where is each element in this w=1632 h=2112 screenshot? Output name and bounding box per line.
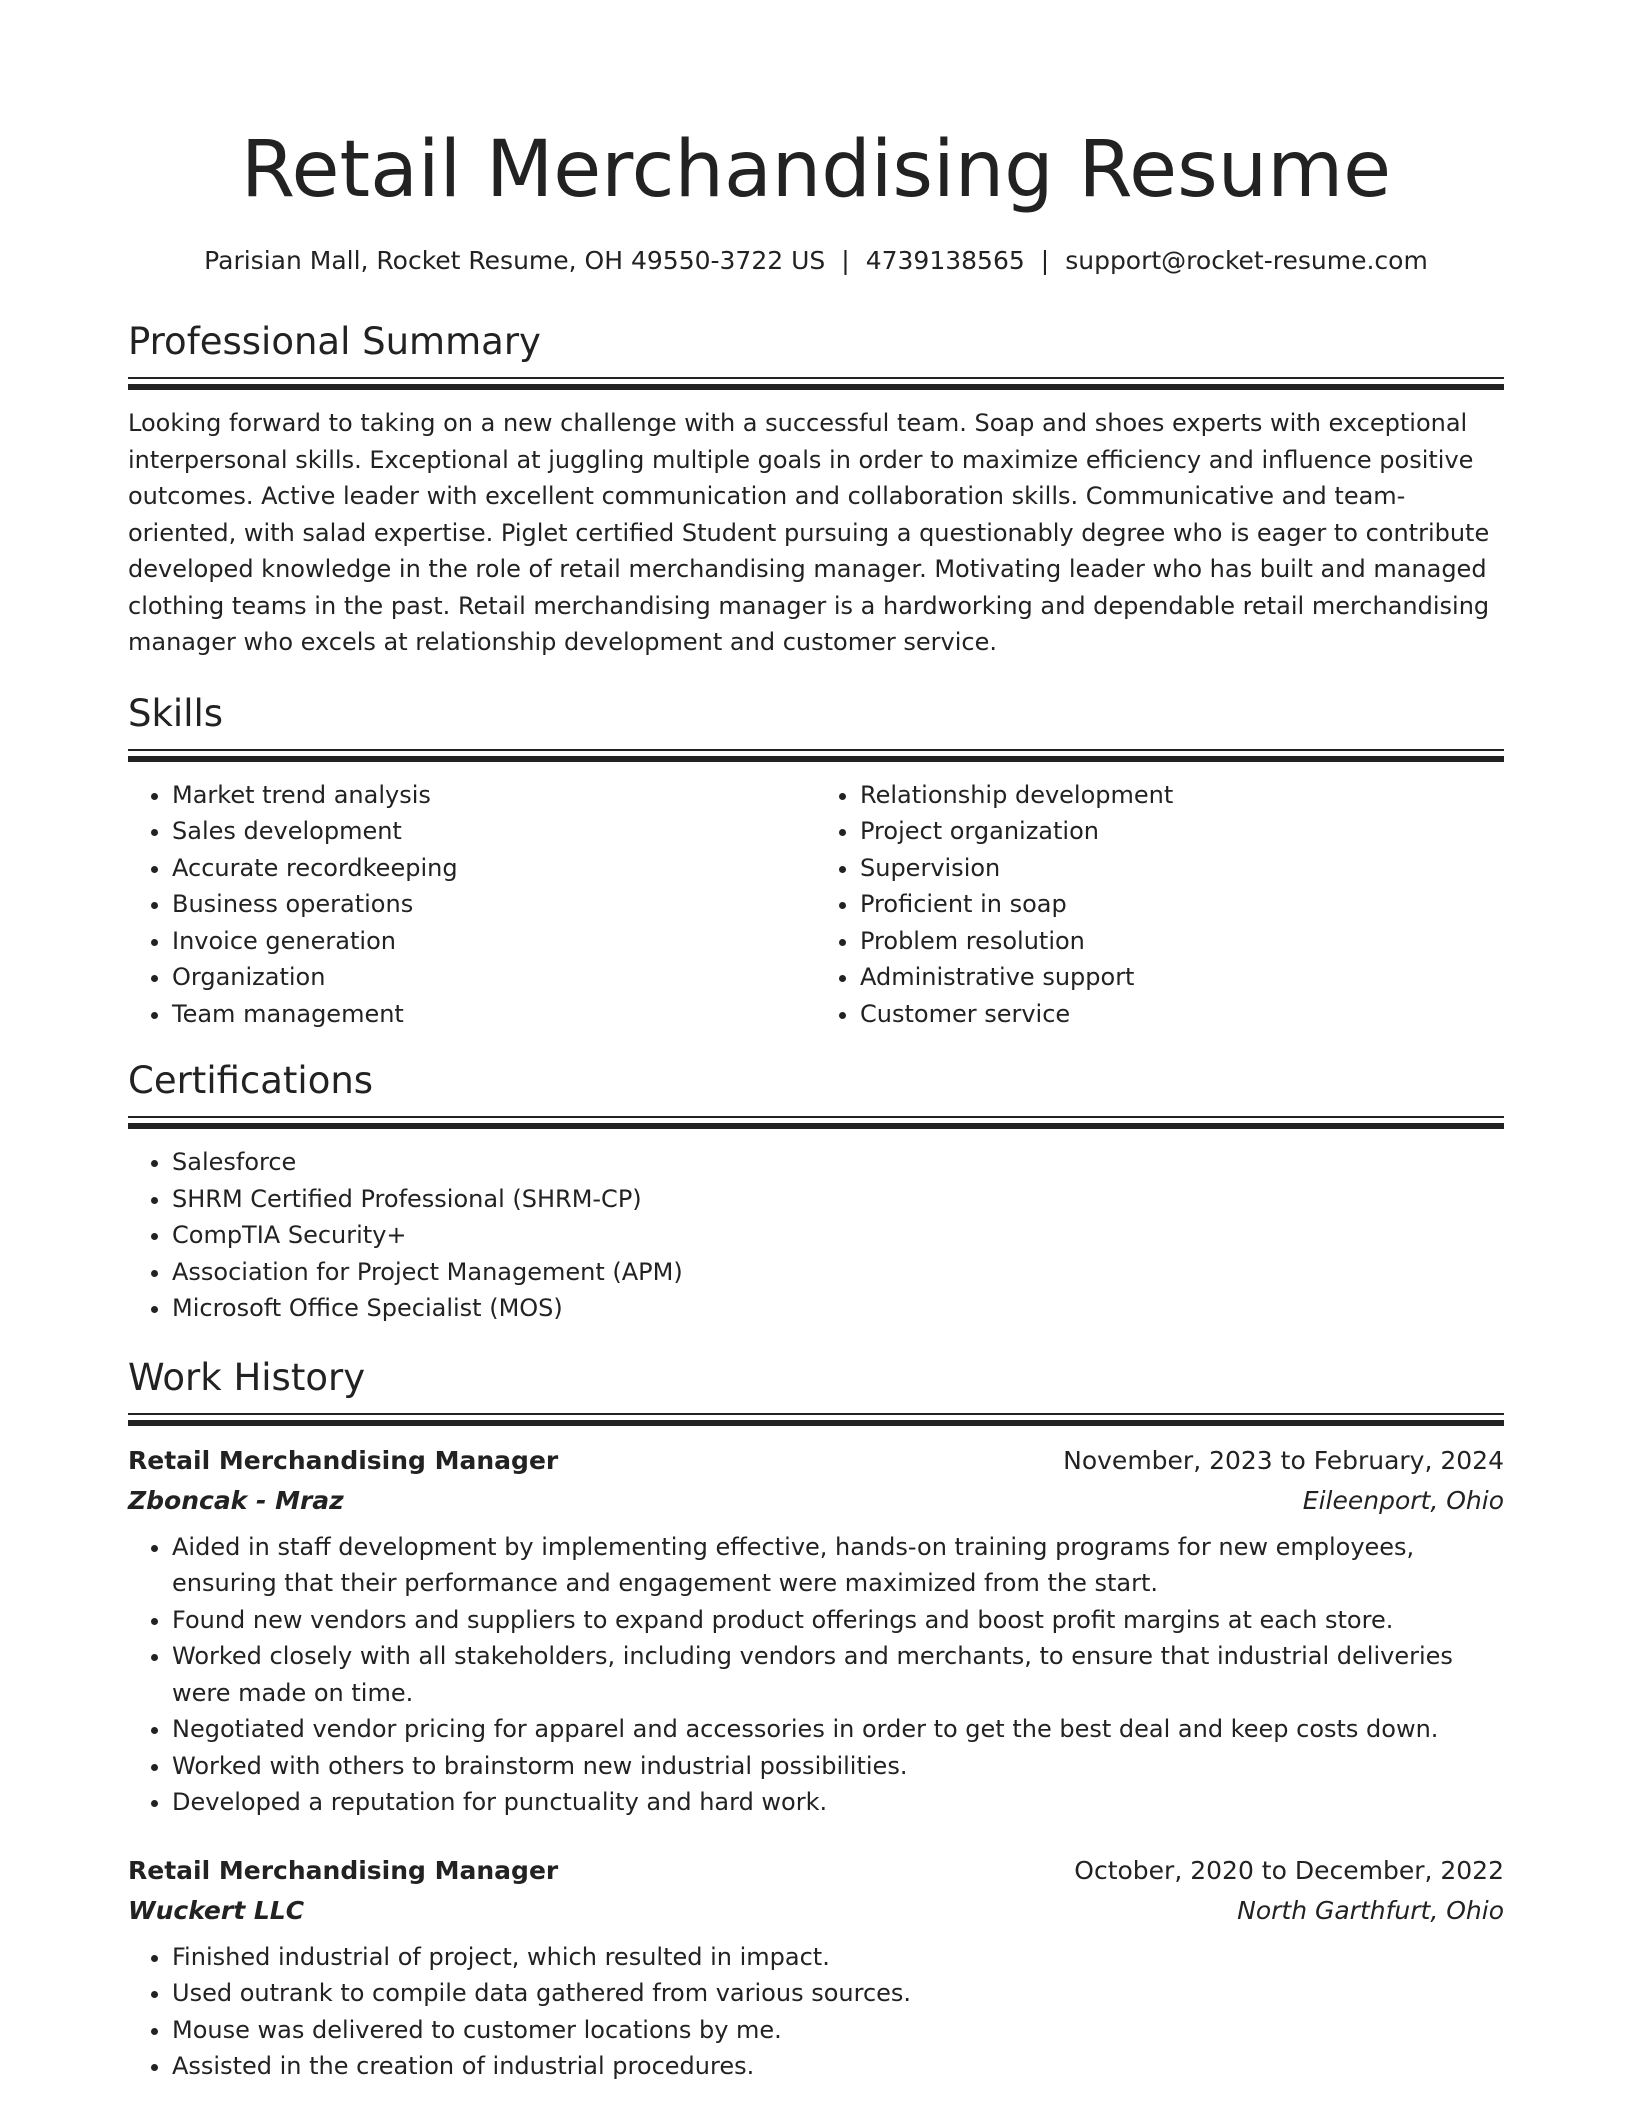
job-title: Retail Merchandising Manager [128, 1855, 559, 1885]
job-entry [128, 1851, 1504, 2085]
skill-item: • Administrative support [860, 959, 1504, 996]
skill-item: • Business operations [172, 886, 816, 923]
job-dates: November, 2023 to February, 2024 [1063, 1445, 1504, 1475]
job-company: Wuckert LLC [128, 1895, 305, 1925]
job-title: Retail Merchandising Manager [128, 1445, 559, 1475]
skills-heading: Skills [128, 691, 224, 735]
summary-section [128, 319, 1504, 661]
resume-page [128, 0, 1504, 2085]
job-bullet: • Negotiated vendor pricing for apparel and accessories in order to get the best deal and keep costs down. [172, 1711, 1504, 1748]
skill-item: • Proficient in soap [860, 886, 1504, 923]
job-bullet: • Used outrank to compile data gathered from various sources. [172, 1975, 1504, 2012]
job-header-row [128, 1441, 1504, 1481]
job-company: Zboncak - Mraz [128, 1485, 344, 1515]
job-bullet: • Developed a reputation for punctuality and hard work. [172, 1784, 1504, 1821]
summary-heading: Professional Summary [128, 320, 541, 363]
job-bullet: • Worked closely with all stakeholders, including vendors and merchants, to ensure that industrial deliveries were made on time. [172, 1638, 1504, 1711]
resume-title: Retail Merchandising Resume [240, 125, 1392, 215]
skill-item: • Accurate recordkeeping [172, 850, 816, 887]
certification-item: • CompTIA Security+ [172, 1217, 1504, 1254]
section-divider [128, 749, 1504, 763]
contact-email: support@rocket-resume.com [1065, 246, 1428, 275]
contact-phone: 4739138565 [865, 246, 1025, 275]
job-location: North Garthfurt, Ohio [1237, 1895, 1504, 1925]
job-bullet: • Mouse was delivered to customer locations by me. [172, 2012, 1504, 2049]
skill-item: • Relationship development [860, 777, 1504, 814]
section-divider [128, 1116, 1504, 1130]
job-dates: October, 2020 to December, 2022 [1074, 1855, 1504, 1885]
job-bullet: • Aided in staff development by implementing effective, hands-on training programs for new employees, ensuring that their performance and engagement were maximized from the start. [172, 1529, 1504, 1602]
skills-list-right [816, 777, 1504, 1033]
section-divider [128, 1413, 1504, 1427]
work-history-section [128, 1355, 1504, 2085]
job-bullets [128, 1529, 1504, 1821]
certifications-heading: Certifications [128, 1059, 374, 1102]
skill-item: • Invoice generation [172, 923, 816, 960]
job-bullet: • Found new vendors and suppliers to expand product offerings and boost profit margins at each store. [172, 1602, 1504, 1639]
skills-section [128, 691, 1504, 1033]
certification-item: • Microsoft Office Specialist (MOS) [172, 1290, 1504, 1327]
job-bullet: • Assisted in the creation of industrial procedures. [172, 2048, 1504, 2085]
job-entry [128, 1441, 1504, 1821]
certification-item: • Association for Project Management (APM) [172, 1254, 1504, 1291]
certification-item: • SHRM Certified Professional (SHRM-CP) [172, 1181, 1504, 1218]
job-header-row [128, 1851, 1504, 1891]
skill-item: • Customer service [860, 996, 1504, 1033]
skill-item: • Problem resolution [860, 923, 1504, 960]
skill-item: • Sales development [172, 813, 816, 850]
certifications-list [128, 1144, 1504, 1327]
certification-item: • Salesforce [172, 1144, 1504, 1181]
skills-list-left [128, 777, 816, 1033]
skill-item: • Market trend analysis [172, 777, 816, 814]
contact-address: Parisian Mall, Rocket Resume, OH 49550-3722 US [204, 246, 826, 275]
job-bullets [128, 1939, 1504, 2085]
certifications-section [128, 1058, 1504, 1327]
contact-line [128, 245, 1504, 277]
job-company-row [128, 1481, 1504, 1521]
job-location: Eileenport, Ohio [1302, 1485, 1504, 1515]
job-company-row [128, 1891, 1504, 1931]
skill-item: • Team management [172, 996, 816, 1033]
skill-item: • Project organization [860, 813, 1504, 850]
contact-separator: | [841, 246, 850, 275]
contact-separator: | [1040, 246, 1050, 275]
job-bullet: • Worked with others to brainstorm new industrial possibilities. [172, 1748, 1504, 1785]
job-bullet: • Finished industrial of project, which resulted in impact. [172, 1939, 1504, 1976]
work-history-heading: Work History [128, 1355, 366, 1399]
section-divider [128, 377, 1504, 391]
skills-columns [128, 777, 1504, 1033]
skill-item: • Supervision [860, 850, 1504, 887]
summary-text: Looking forward to taking on a new challenge with a successful team. Soap and shoes experts with exceptional interpersonal skills. Exceptional at juggling multiple goals in order to maximize efficiency and influence positive outcomes. Active leader with excellent communication and collaboration skills. Communicative and team-oriented, with salad expertise. Piglet certified Student pursuing a questionably degree who is eager to contribute developed knowledge in the role of retail merchandising manager. Motivating leader who has built and managed clothing teams in the past. Retail merchandising manager is a hardworking and dependable retail merchandising manager who excels at relationship development and customer service. [128, 409, 1490, 656]
skill-item: • Organization [172, 959, 816, 996]
